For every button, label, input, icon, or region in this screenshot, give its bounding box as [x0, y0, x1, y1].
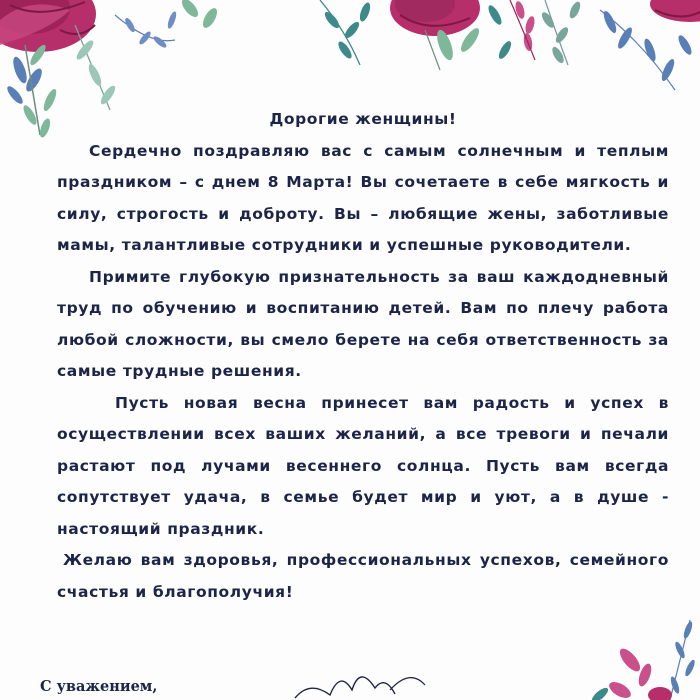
letter-closing: С уважением,	[40, 678, 158, 695]
letter-paragraph-1: Сердечно поздравляю вас с самым солнечным и теплым праздником – с днем 8 Марта! Вы сочетаете в себе мягкость и силу, строгость и доброту. Вы – любящие жены, заботливые мамы, талантливые сотрудники и успешные руководители.	[57, 141, 669, 254]
letter-body	[57, 104, 669, 608]
letter-paragraph-2: Примите глубокую признательность за ваш каждодневный труд по обучению и воспитанию детей. Вам по плечу работа любой сложности, вы смело берете на себя ответственность за самые трудные решения.	[57, 267, 669, 380]
signature-icon	[290, 660, 440, 700]
letter-paragraph-4: Желаю вам здоровья, профессиональных успехов, семейного счастья и благополучия!	[57, 551, 669, 601]
letter-paragraph-3: Пусть новая весна принесет вам радость и успех в осуществлении всех ваших желаний, а все тревоги и печали растают под лучами весеннего солнца. Пусть вам всегда сопутствует удача, в семье будет мир и уют, а в душе - настоящий праздник.	[57, 393, 669, 538]
letter-greeting: Дорогие женщины!	[269, 110, 457, 128]
